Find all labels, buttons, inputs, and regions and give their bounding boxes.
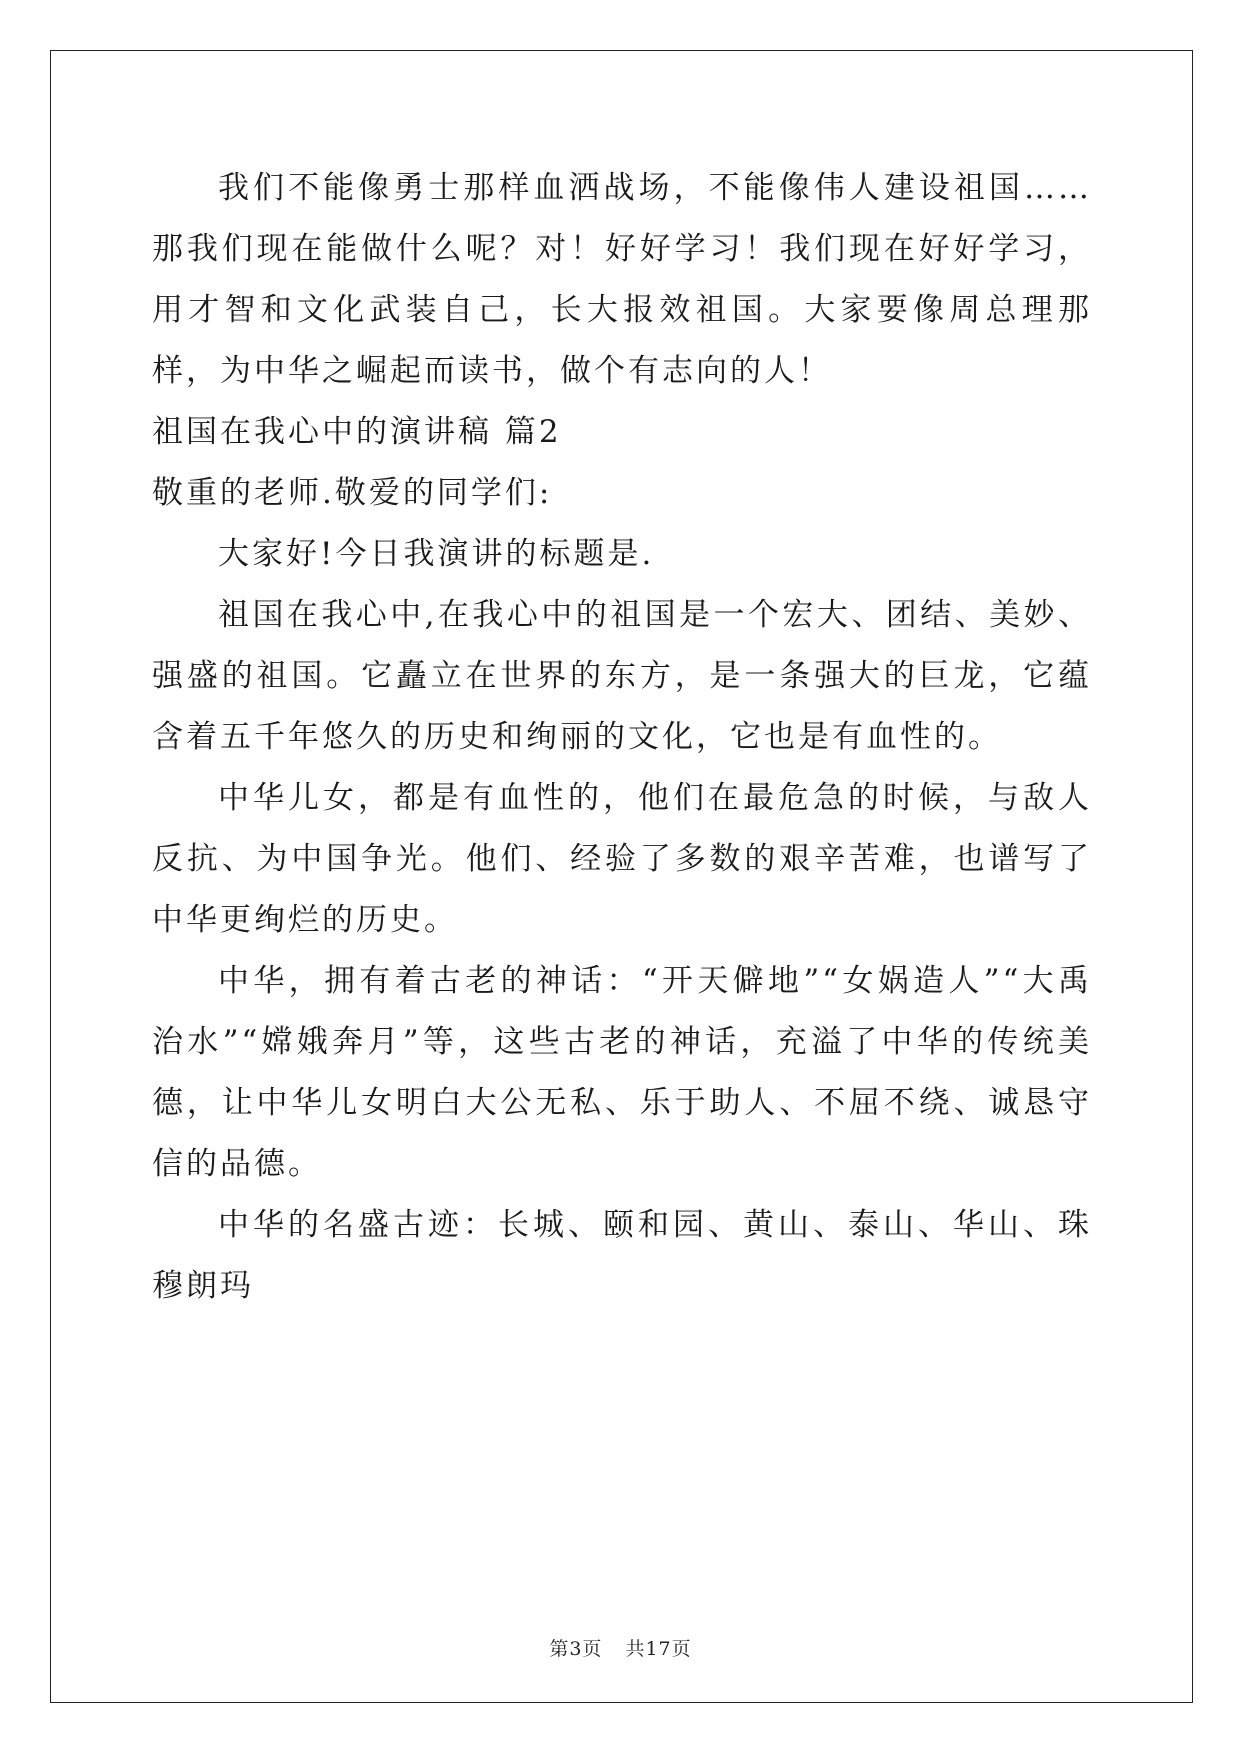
- salutation: 敬重的老师.敬爱的同学们:: [152, 475, 553, 511]
- paragraph-children: 中华儿女，都是有血性的，他们在最危急的时候，与敌人反抗、为中国争光。他们、经验了多数的艰辛苦难，也谱写了中华更绚烂的历史。: [152, 780, 1092, 938]
- document-body: [152, 158, 1092, 1317]
- section-heading: 祖国在我心中的演讲稿 篇2: [152, 414, 562, 450]
- paragraph-landmarks: 中华的名盛古迹：长城、颐和园、黄山、泰山、华山、珠穆朗玛: [152, 1207, 1092, 1304]
- paragraph-study-hard: 我们不能像勇士那样血洒战场，不能像伟人建设祖国……那我们现在能做什么呢？对！好好学习！我们现在好好学习，用才智和文化武装自己，长大报效祖国。大家要像周总理那样，为中华之崛起而读书，做个有志向的人！: [152, 170, 1092, 389]
- paragraph-motherland: 祖国在我心中,在我心中的祖国是一个宏大、团结、美妙、强盛的祖国。它矗立在世界的东方，是一条强大的巨龙，它蕴含着五千年悠久的历史和绚丽的文化，它也是有血性的。: [152, 597, 1092, 755]
- page-total: 共17页: [625, 1638, 692, 1660]
- paragraph-myths: 中华，拥有着古老的神话：“开天僻地”“女娲造人”“大禹治水”“嫦娥奔月”等，这些古老的神话，充溢了中华的传统美德，让中华儿女明白大公无私、乐于助人、不屈不绕、诚恳守信的品德。: [152, 963, 1092, 1182]
- page-number: 第3页: [549, 1638, 603, 1660]
- page-footer: [0, 1634, 1241, 1661]
- paragraph-greeting: 大家好!今日我演讲的标题是.: [218, 536, 655, 572]
